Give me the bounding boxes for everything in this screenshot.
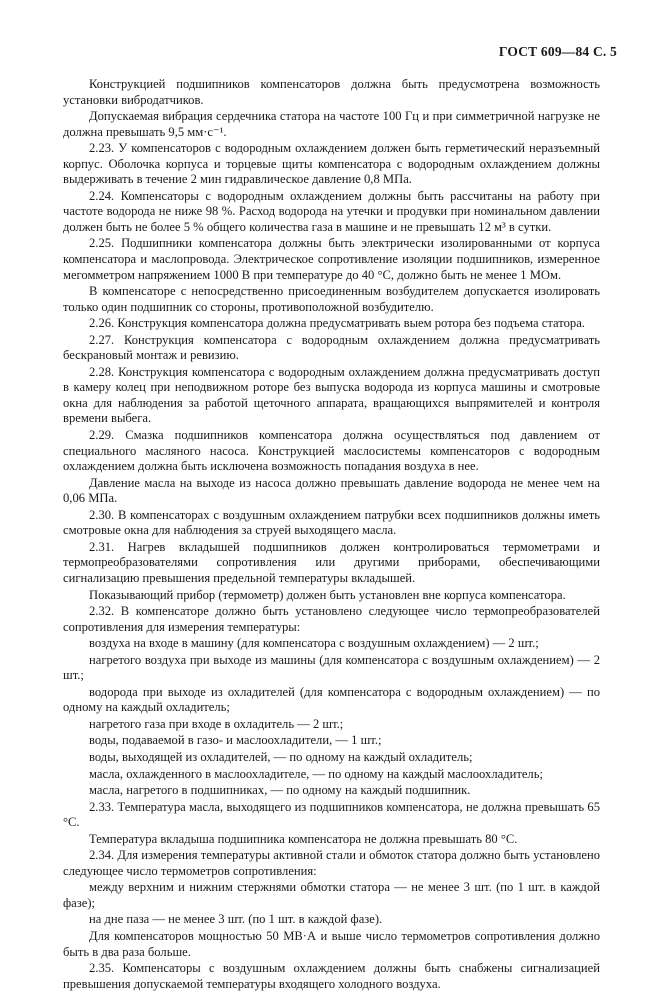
paragraph: 2.25. Подшипники компенсатора должны быть электрически изолированными от корпуса компенсатора и маслопровода. Электрическое сопротивление изоляции подшипников, измеренное мегомметром напряжением 1000 В при температуре до 40 °С, должно быть не менее 1 МОм. [63,236,600,282]
paragraph: 2.31. Нагрев вкладышей подшипников должен контролироваться термометрами и термопреобразователями сопротивления или другими приборами, обеспечивающими сигнализацию превышения предельной температуры вкладышей. [63,539,600,585]
list-item: нагретого воздуха при выходе из машины (для компенсатора с воздушным охлаждением) — 2 шт.; [63,652,600,683]
paragraph: 2.23. У компенсаторов с водородным охлаждением должен быть герметический неразъемный корпус. Оболочка корпуса и торцевые щиты компенсатора с водородным охлаждением должны выдерживать в течение 2 мин гидравлическое давление 0,8 МПа. [63,141,600,187]
paragraph: Для компенсаторов мощностью 50 МВ·А и выше число термометров сопротивления должно быть в два раза больше. [63,928,600,959]
paragraph: 2.26. Конструкция компенсатора должна предусматривать выем ротора без подъема статора. [89,316,585,331]
list-item: воздуха на входе в машину (для компенсатора с воздушным охлаждением) — 2 шт.; [89,636,539,651]
paragraph: Температура вкладыша подшипника компенсатора не должна превышать 80 °С. [89,831,518,846]
paragraph: 2.27. Конструкция компенсатора с водородным охлаждением должна предусматривать бескрановый монтаж и ревизию. [63,332,600,363]
paragraph: 2.30. В компенсаторах с воздушным охлаждением патрубки всех подшипников должны иметь смотровые окна для наблюдения за струей выходящего масла. [63,507,600,538]
paragraph: Показывающий прибор (термометр) должен быть установлен вне корпуса компенсатора. [89,587,566,602]
paragraph: 2.32. В компенсаторе должно быть установлено следующее число термопреобразователей сопротивления для измерения температуры: [63,604,600,634]
list-item: масла, нагретого в подшипниках, — по одному на каждый подшипник. [89,783,471,798]
list-item: между верхним и нижним стержнями обмотки статора — не менее 3 шт. (по 1 шт. в каждой фазе); [63,880,600,910]
paragraph: 2.33. Температура масла, выходящего из подшипников компенсатора, не должна превышать 65 °С. [63,799,600,830]
list-item: водорода при выходе из охладителей (для компенсатора с водородным охлаждением) — по одному на каждый охладитель; [63,684,600,715]
paragraph: 2.29. Смазка подшипников компенсатора должна осуществляться под давлением от специального масляного насоса. Конструкцией маслосистемы компенсаторов с водородным охлаждением должна быть исключена возможность попадания воздуха в нее. [63,428,600,474]
paragraph: Допускаемая вибрация сердечника статора на частоте 100 Гц и при симметричной нагрузке не должна превышать 9,5 мм·с⁻¹. [63,109,600,139]
list-item: воды, подаваемой в газо- и маслоохладители, — 1 шт.; [89,733,382,748]
paragraph: 2.35. Компенсаторы с воздушным охлаждением должны быть снабжены сигнализацией превышения допускаемой температуры входящего холодного воздуха. [63,961,600,991]
paragraph: 2.28. Конструкция компенсатора с водородным охлаждением должна предусматривать доступ в камеру колец при неподвижном роторе без выпуска водорода из корпуса машины и смотровые окна для наблюдения за работой щеточного аппарата, вращающихся выпрямителей и контроля времени выбега. [63,364,600,426]
document-body [63,77,600,992]
list-item: на дне паза — не менее 3 шт. (по 1 шт. в каждой фазе). [89,912,383,927]
paragraph: 2.24. Компенсаторы с водородным охлаждением должны быть рассчитаны на работу при частоте водорода не ниже 98 %. Расход водорода на утечки и продувки при номинальном давлении должен быть не более 5 % общего количества газа в машине и не превышать 12 м³ в сутки. [63,188,600,234]
paragraph: В компенсаторе с непосредственно присоединенным возбудителем допускается изолировать только один подшипник со стороны, противоположной возбудителю. [63,284,600,314]
page-header: ГОСТ 609—84 С. 5 [498,44,617,59]
paragraph: 2.34. Для измерения температуры активной стали и обмоток статора должно быть установлено следующее число термометров сопротивления: [63,848,600,878]
list-item: воды, выходящей из охладителей, — по одному на каждый охладитель; [89,749,473,764]
paragraph: Давление масла на выходе из насоса должно превышать давление водорода не менее чем на 0,06 МПа. [63,475,600,506]
list-item: масла, охлажденного в маслоохладителе, — по одному на каждый маслоохладитель; [89,766,543,781]
paragraph: Конструкцией подшипников компенсаторов должна быть предусмотрена возможность установки вибродатчиков. [63,77,600,107]
list-item: нагретого газа при входе в охладитель — 2 шт.; [89,716,344,731]
